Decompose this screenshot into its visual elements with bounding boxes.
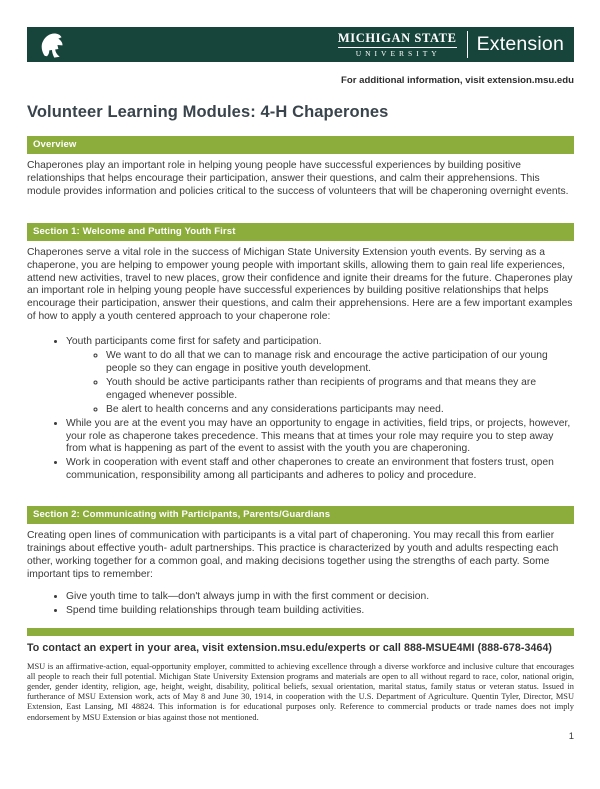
- additional-info-line: For additional information, visit extension.msu.edu: [341, 75, 574, 86]
- section-2-bullet-list: [27, 591, 574, 618]
- contact-expert-line: To contact an expert in your area, visit extension.msu.edu/experts or call 888-MSUE4MI (888-678-3464): [27, 641, 553, 654]
- overview-paragraph: Chaperones play an important role in helping young people have successful experiences by building positive relationships that helps encourage their participation, answer their questions, and calm their apprehensions. This module provides information and policies critical to the success of volunteers that will be chaperoning overnight events.: [27, 160, 569, 197]
- list-item: • While you are at the event you may have an opportunity to engage in activities, field trips, or projects, however, your role as chaperone takes precedence. This means that at times your role may require you to step away from what is happening as part of the event to assist with the youth you are chaperoning.: [66, 418, 574, 457]
- brand-divider: [467, 31, 468, 58]
- extension-brand-label: Extension: [476, 33, 564, 55]
- msu-header-bar: [27, 27, 574, 62]
- section-1-bullet-list: [27, 336, 574, 483]
- list-item: ◦ Be alert to health concerns and any considerations participants may need.: [106, 404, 574, 417]
- footer-accent-bar: [27, 628, 574, 636]
- list-item: ◦ We want to do all that we can to manage risk and encourage the active participation of our young people so they can engage in positive youth development.: [106, 350, 574, 376]
- list-item: [66, 336, 574, 416]
- list-item: • Give youth time to talk—don't always jump in with the first comment or decision.: [66, 591, 574, 604]
- wordmark-michigan-state: MICHIGAN STATE: [338, 32, 457, 48]
- page-title: Volunteer Learning Modules: 4-H Chaperones: [27, 103, 389, 121]
- legal-fine-print: MSU is an affirmative-action, equal-opportunity employer, committed to achieving excellence through a diverse workforce and inclusive culture that encourages all people to reach their full potential. Michigan State University Extension programs and materials are open to all without regard to race, color, national origin, gender, gender identity, religion, age, height, weight, disability, political beliefs, sexual orientation, marital status, family status or veteran status. Issued in furtherance of MSU Extension work, acts of May 8 and June 30, 1914, in cooperation with the U.S. Department of Agriculture. Quentin Tyler, Director, MSU Extension, East Lansing, MI 48824. This information is for educational purposes only. Reference to commercial products or trade names does not imply endorsement by MSU Extension or bias against those not mentioned.: [27, 661, 574, 722]
- list-item: ◦ Youth should be active participants rather than recipients of programs and that means they are engaged whenever possible.: [106, 377, 574, 403]
- section-heading-1: Section 1: Welcome and Putting Youth First: [27, 223, 574, 241]
- brand-group: [338, 31, 564, 58]
- section-heading-2: Section 2: Communicating with Participants, Parents/Guardians: [27, 506, 574, 524]
- wordmark-university: UNIVERSITY: [355, 48, 441, 58]
- spartan-helmet-icon: [36, 30, 68, 59]
- msu-wordmark: [338, 32, 457, 57]
- section-2-paragraph: Creating open lines of communication with participants is a vital part of chaperoning. You may recall this from earlier trainings about effective youth- adult partnerships. This practice is characterized by youth and adults respecting each other, working together for a common goal, and making decisions together using the strengths of each party. Some important tips to remember:: [27, 530, 559, 580]
- list-item: • Work in cooperation with event staff and other chaperones to create an environment that fosters trust, open communication, responsibility among all participants and adheres to policy and procedure.: [66, 457, 574, 483]
- sub-bullet-list: [66, 350, 574, 417]
- section-1-paragraph: Chaperones serve a vital role in the success of Michigan State University Extension youth events. By serving as a chaperone, you are helping to empower young people with important skills, allowing them to gain real life experiences, attend new activities, travel to new places, grow their confidence and ignite their dreams for the future. Chaperones play an important role in helping young people have successful experiences by building positive relationships that helps encourage their participation, answer their questions, and calm their apprehensions. Here are a few important examples of how to apply a youth centered approach to your chaperone role:: [27, 246, 573, 323]
- page-number: 1: [568, 731, 574, 743]
- bullet-text: Youth participants come first for safety and participation.: [66, 336, 322, 348]
- list-item: • Spend time building relationships through team building activities.: [66, 605, 574, 618]
- section-heading-overview: Overview: [27, 136, 574, 154]
